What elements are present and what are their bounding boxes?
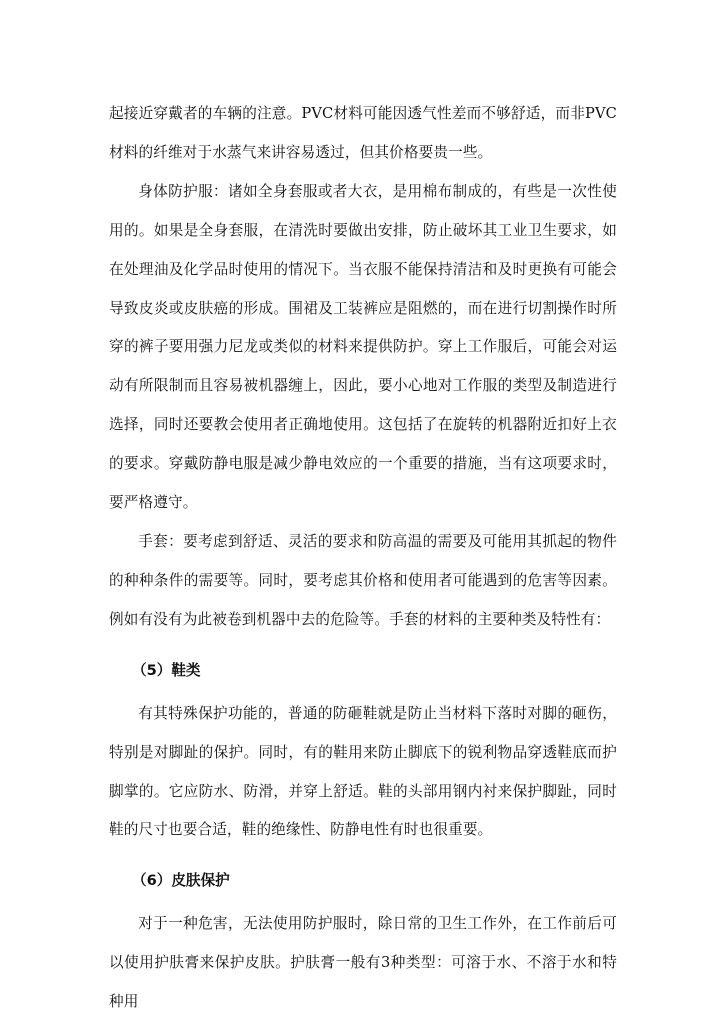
paragraph-skin-protection: 对于一种危害，无法使用防护服时，除日常的卫生工作外，在工作前后可以使用护肤膏来保护皮肤。护肤膏一般有3种类型：可溶于水、不溶于水和特种用 — [109, 915, 617, 1011]
document-body — [109, 95, 617, 1022]
paragraph-footwear: 有其特殊保护功能的，普通的防砸鞋就是防止当材料下落时对脚的砸伤，特别是对脚趾的保护。同时，有的鞋用来防止脚底下的锐利物品穿透鞋底而护脚掌的。它应防水、防滑，并穿上舒适。鞋的头部用钢内衬来保护脚趾，同时鞋的尺寸也要合适，鞋的绝缘性、防静电性有时也很重要。 — [109, 704, 617, 839]
paragraph-gloves: 手套：要考虑到舒适、灵活的要求和防高温的需要及可能用其抓起的物件的种种条件的需要等。同时，要考虑其价格和使用者可能遇到的危害等因素。例如有没有为此被卷到机器中去的危险等。手套的材料的主要种类及特性有： — [109, 532, 617, 628]
section-heading-skin-protection: （6）皮肤保护 — [132, 872, 230, 890]
section-heading-footwear: （5）鞋类 — [132, 661, 201, 679]
paragraph-body-protective-clothing: 身体防护服：诸如全身套服或者大衣，是用棉布制成的，有些是一次性使用的。如果是全身套服，在清洗时要做出安排，防止破坏其工业卫生要求，如在处理油及化学品时使用的情况下。当衣服不能保持清洁和及时更换有可能会导致皮炎或皮肤癌的形成。围裙及工装裤应是阻燃的，而在进行切割操作时所穿的裤子要用强力尼龙或类似的材料来提供防护。穿上工作服后，可能会对运动有所限制而且容易被机器缠上，因此，要小心地对工作服的类型及制造进行选择，同时还要教会使用者正确地使用。这包括了在旋转的机器附近扣好上衣的要求。穿戴防静电服是减少静电效应的一个重要的措施，当有这项要求时，要严格遵守。 — [109, 182, 617, 512]
paragraph-pvc-continuation: 起接近穿戴者的车辆的注意。PVC材料可能因透气性差而不够舒适，而非PVC材料的纤维对于水蒸气来讲容易透过，但其价格要贵一些。 — [109, 105, 617, 161]
